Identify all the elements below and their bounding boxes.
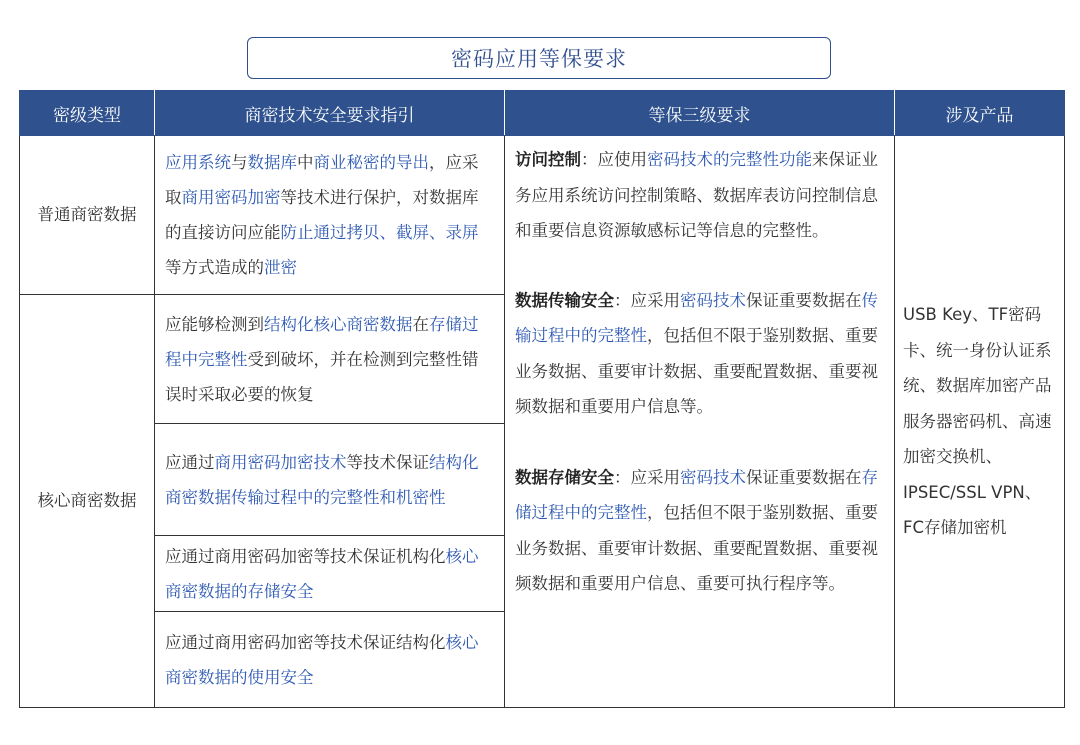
type-cell-normal: 普通商密数据	[20, 136, 155, 295]
section-label: 访问控制	[515, 150, 581, 169]
body-text: ：应采用	[614, 467, 680, 487]
body-text: 中	[297, 153, 314, 172]
body-text: ：应使用	[581, 150, 647, 169]
body-text: ，应采取	[165, 153, 479, 207]
body-text: 应通过商用密码加密等技术保证结构化	[165, 632, 446, 652]
page-title: 密码应用等保要求	[247, 37, 831, 79]
highlight-text: 数据库	[247, 153, 297, 172]
column-header-guide: 商密技术安全要求指引	[155, 91, 505, 136]
body-text: 应通过商用密码加密等技术保证机构化	[165, 546, 446, 566]
table-header-row	[20, 91, 1065, 136]
section-label: 数据传输安全	[515, 290, 614, 310]
highlight-text: 商用密码加密技术	[214, 452, 347, 472]
body-text: 等技术进行保护，对数据库的直接访问应能	[165, 188, 479, 242]
body-text: 保证重要数据在	[746, 467, 862, 487]
highlight-text: 结构化核心商密数据	[264, 314, 413, 334]
body-text: 应通过	[165, 452, 215, 472]
highlight-text: 存储过程中的完整性	[515, 467, 878, 522]
level3-access-control	[515, 142, 884, 249]
body-text: 等方式造成的	[165, 258, 264, 277]
guide-cell-core-1	[155, 295, 505, 424]
guide-cell-core-2	[155, 424, 505, 536]
body-text: 在	[412, 314, 429, 334]
guide-cell-core-4	[155, 612, 505, 708]
level3-storage	[515, 460, 884, 602]
body-text: ，包括但不限于鉴别数据、重要业务数据、重要审计数据、重要配置数据、重要视频数据和重要用户信息等。	[515, 326, 878, 416]
highlight-text: 泄密	[264, 258, 297, 277]
body-text: 来保证业务应用系统访问控制策略、数据库表访问控制信息和重要信息资源敏感标记等信息的完整性。	[515, 150, 878, 240]
requirements-table	[19, 90, 1065, 708]
guide-cell-core-3	[155, 536, 505, 612]
products-cell: USB Key、TF密码卡、统一身份认证系统、数据库加密产品服务器密码机、高速加密交换机、IPSEC/SSL VPN、FC存储加密机	[895, 136, 1065, 708]
level3-transmission	[515, 283, 884, 425]
highlight-text: 核心商密数据的使用安全	[165, 632, 479, 687]
body-text: 受到破坏，并在检测到完整性错误时采取必要的恢复	[165, 349, 479, 404]
column-header-type: 密级类型	[20, 91, 155, 136]
body-text: 等技术保证	[346, 452, 429, 472]
highlight-text: 应用系统	[165, 153, 231, 172]
body-text: 保证重要数据在	[746, 290, 862, 310]
highlight-text: 密码技术	[680, 290, 746, 310]
body-text: ，包括但不限于鉴别数据、重要业务数据、重要审计数据、重要配置数据、重要视频数据和重要用户信息、重要可执行程序等。	[515, 503, 878, 593]
highlight-text: 防止通过拷贝、截屏、录屏	[280, 223, 479, 242]
section-label: 数据存储安全	[515, 467, 614, 487]
highlight-text: 密码技术	[680, 467, 746, 487]
highlight-text: 商用密码加密	[181, 188, 281, 207]
level3-cell	[505, 136, 895, 708]
highlight-text: 核心商密数据的存储安全	[165, 546, 479, 601]
type-cell-core: 核心商密数据	[20, 295, 155, 708]
body-text: 与	[231, 153, 248, 172]
highlight-text: 商业秘密的导出	[313, 153, 429, 172]
highlight-text: 密码技术的完整性功能	[647, 150, 812, 169]
body-text: ：应采用	[614, 290, 680, 310]
guide-cell-normal	[155, 136, 505, 295]
highlight-text: 结构化商密数据传输过程中的完整性和机密性	[165, 452, 479, 507]
column-header-level3: 等保三级要求	[505, 91, 895, 136]
table-row	[20, 136, 1065, 295]
body-text: 应能够检测到	[165, 314, 264, 334]
highlight-text: 存储过程中完整性	[165, 314, 479, 369]
column-header-products: 涉及产品	[895, 91, 1065, 136]
highlight-text: 传输过程中的完整性	[515, 290, 878, 345]
